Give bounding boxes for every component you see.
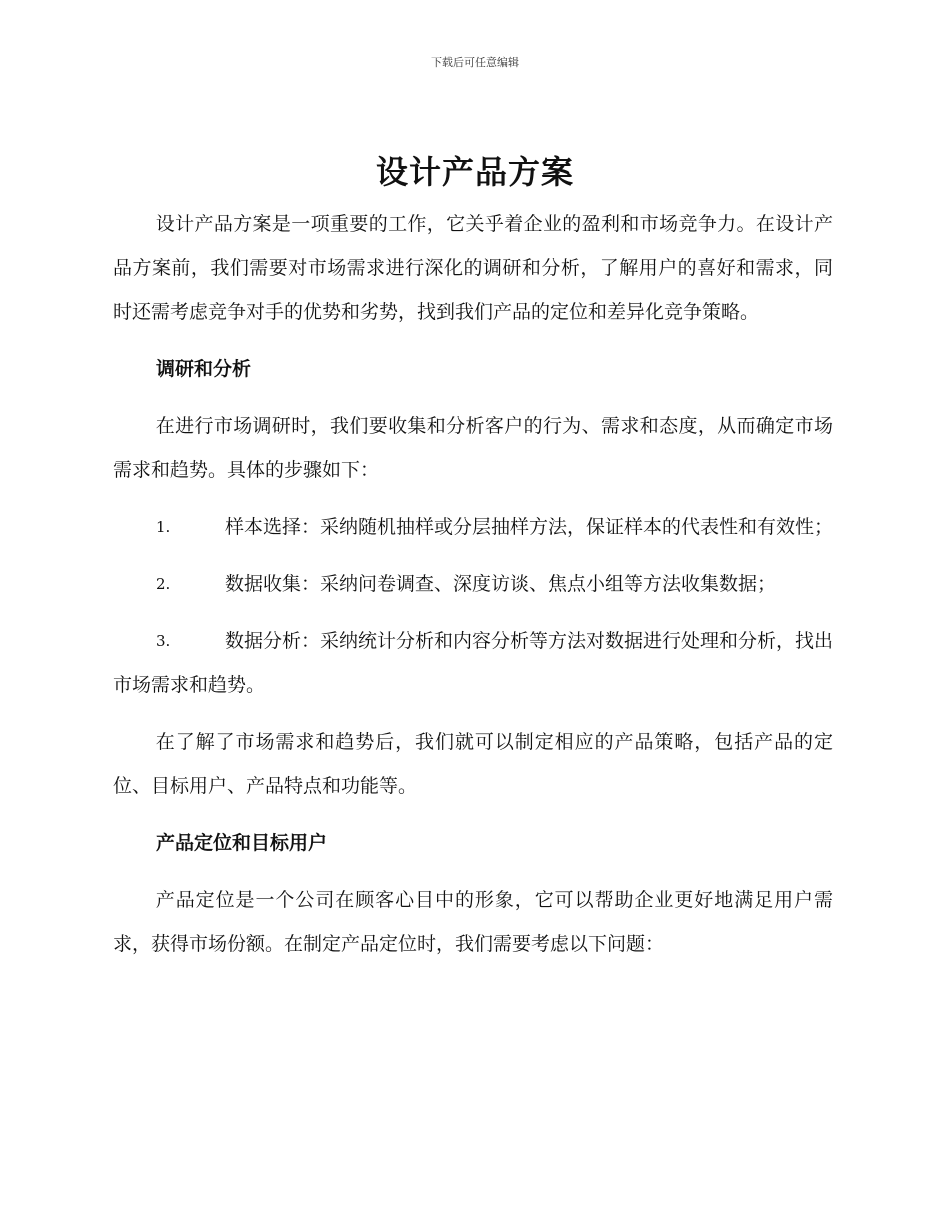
document-body — [113, 202, 833, 966]
list-item-number: 1. — [156, 518, 171, 536]
research-closing-paragraph: 在了解了市场需求和趋势后，我们就可以制定相应的产品策略，包括产品的定位、目标用户、产品特点和功能等。 — [113, 731, 833, 797]
research-paragraph: 在进行市场调研时，我们要收集和分析客户的行为、需求和态度，从而确定市场需求和趋势。具体的步骤如下： — [113, 415, 833, 481]
list-item-number: 3. — [156, 632, 171, 650]
section-heading-research: 调研和分析 — [156, 358, 252, 380]
document-title: 设计产品方案 — [375, 153, 574, 191]
header-note: 下载后可任意编辑 — [431, 56, 519, 69]
intro-paragraph: 设计产品方案是一项重要的工作，它关乎着企业的盈利和市场竞争力。在设计产品方案前，我们需要对市场需求进行深化的调研和分析，了解用户的喜好和需求，同时还需考虑竞争对手的优势和劣势，找到我们产品的定位和差异化竞争策略。 — [113, 213, 833, 323]
section-heading-positioning: 产品定位和目标用户 — [156, 832, 328, 854]
list-item — [113, 562, 833, 606]
list-item-text: 数据收集：采纳问卷调查、深度访谈、焦点小组等方法收集数据； — [225, 573, 777, 595]
list-item-text: 样本选择：采纳随机抽样或分层抽样方法，保证样本的代表性和有效性； — [225, 516, 834, 538]
list-item-text: 数据分析：采纳统计分析和内容分析等方法对数据进行处理和分析，找出市场需求和趋势。 — [113, 630, 834, 696]
list-item — [113, 619, 833, 707]
list-item-number: 2. — [156, 575, 171, 593]
list-item — [113, 505, 833, 549]
positioning-paragraph: 产品定位是一个公司在顾客心目中的形象，它可以帮助企业更好地满足用户需求，获得市场份额。在制定产品定位时，我们需要考虑以下问题： — [113, 889, 833, 955]
